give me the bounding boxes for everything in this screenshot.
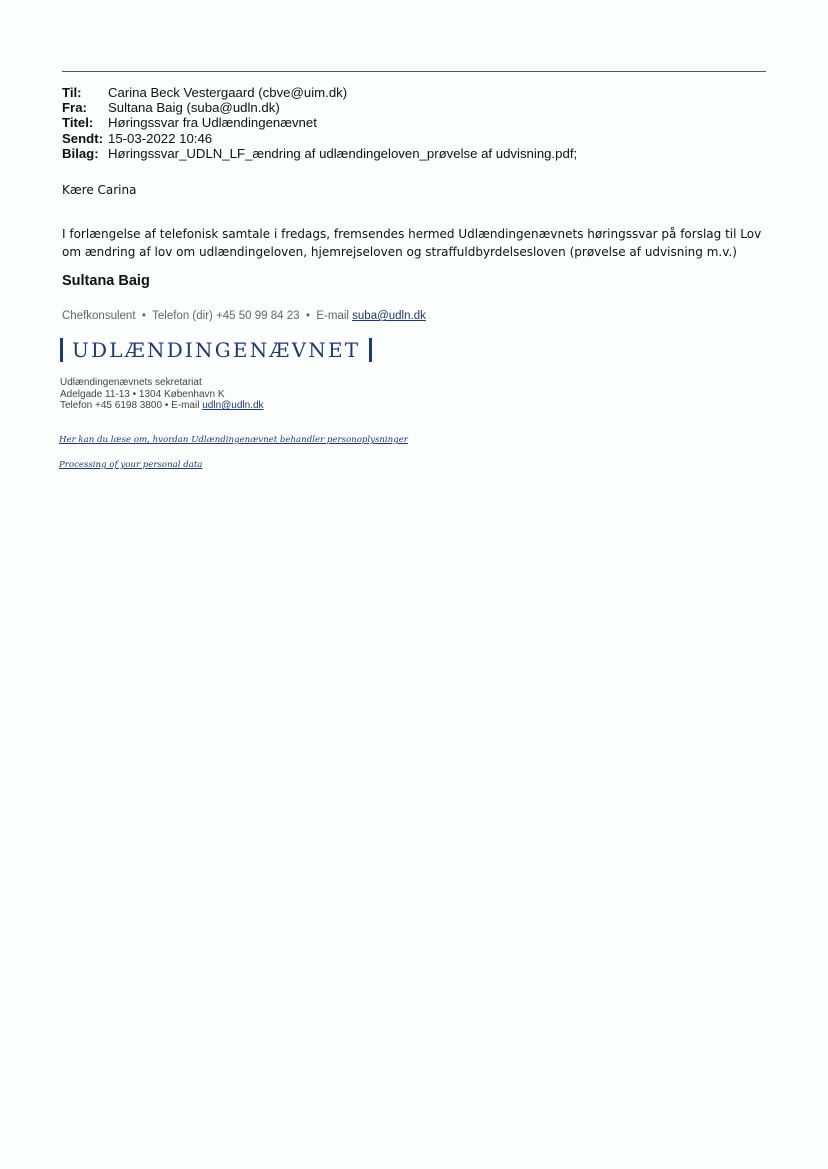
header-label: Titel: xyxy=(62,115,94,131)
signature-phone: Telefon (dir) +45 50 99 84 23 xyxy=(152,310,300,322)
privacy-link-danish[interactable]: Her kan du læse om, hvordan Udlændingenævnet behandler personoplysninger xyxy=(59,435,408,445)
header-divider xyxy=(62,71,766,72)
logo-bar-right xyxy=(369,338,372,362)
logo-text: UDLÆNDINGENÆVNET xyxy=(72,338,361,362)
separator-dot: • xyxy=(302,310,314,322)
org-email-link[interactable]: udln@udln.dk xyxy=(202,400,264,411)
logo-bar-left xyxy=(60,338,63,362)
header-sent xyxy=(62,131,577,146)
header-value: Høringssvar fra Udlændingenævnet xyxy=(108,115,317,131)
header-label: Fra: xyxy=(62,100,87,116)
header-value: Carina Beck Vestergaard (cbve@uim.dk) xyxy=(108,85,348,100)
header-value: 15-03-2022 10:46 xyxy=(108,130,213,146)
header-label: Sendt: xyxy=(62,130,104,146)
org-phone: Telefon +45 6198 3800 • E-mail xyxy=(60,400,200,411)
address-line: Adelgade 11-13 • 1304 København K xyxy=(60,388,225,400)
org-contact-line xyxy=(60,400,264,412)
header-subject xyxy=(62,115,577,130)
signature-contact-line xyxy=(62,310,426,322)
organization-address xyxy=(60,377,264,412)
organization-logo xyxy=(60,337,372,363)
signature-email-prefix: E-mail xyxy=(316,310,349,322)
signature-email-link[interactable]: suba@udln.dk xyxy=(352,310,426,322)
attachment-filename[interactable]: Høringssvar_UDLN_LF_ændring af udlændingeloven_prøvelse af udvisning.pdf; xyxy=(108,145,578,161)
header-attachment xyxy=(62,146,577,161)
signature-name: Sultana Baig xyxy=(62,273,150,289)
email-headers xyxy=(62,85,577,161)
email-body: I forlængelse af telefonisk samtale i fredags, fremsendes hermed Udlændingenævnets høringssvar på forslag til Lov om ændring af lov om udlændingeloven, hjemrejseloven og straffuldbyrdelsesloven (prøvelse af udvisning m.v.) xyxy=(62,227,762,259)
header-value: Sultana Baig (suba@udln.dk) xyxy=(108,100,280,116)
header-from xyxy=(62,100,577,115)
header-to xyxy=(62,85,577,100)
separator-dot: • xyxy=(138,310,150,322)
header-label: Til: xyxy=(62,85,82,100)
signature-title: Chefkonsulent xyxy=(62,310,136,322)
header-label: Bilag: xyxy=(62,145,99,161)
org-line: Udlændingenævnets sekretariat xyxy=(60,377,202,388)
salutation: Kære Carina xyxy=(62,183,137,197)
privacy-link-english[interactable]: Processing of your personal data xyxy=(59,460,203,470)
